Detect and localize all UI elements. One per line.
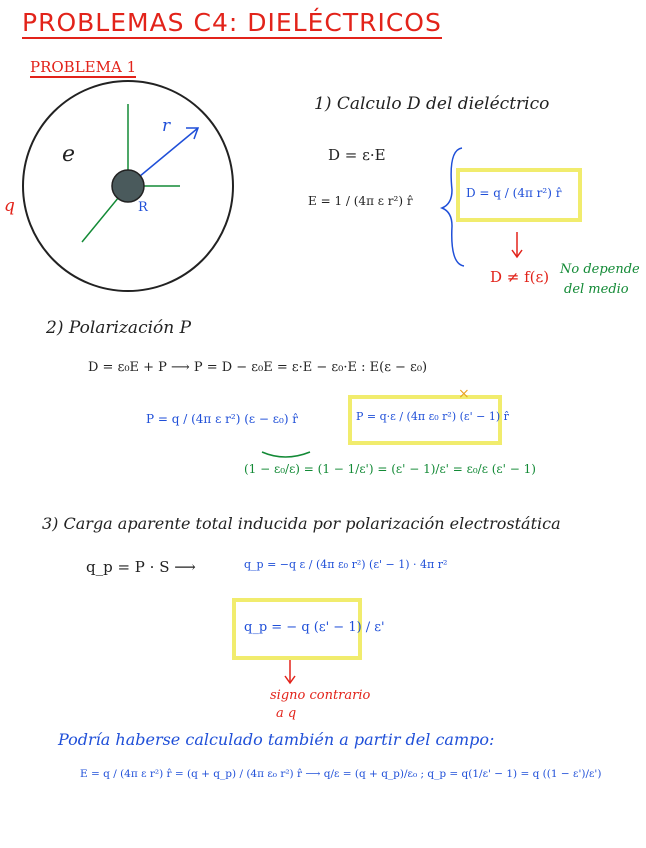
boxed-P: P = q·ε / (4π ε₀ r²) (ε' − 1) r̂ bbox=[356, 410, 509, 423]
eq-line1 bbox=[88, 360, 427, 375]
section3-heading: 3) Carga aparente total inducida por polarización electrostática bbox=[42, 514, 561, 533]
note-no-depende: No depende bbox=[560, 262, 640, 277]
q-label: q bbox=[4, 196, 15, 216]
eq-qp2: q_p = −q ε / (4π ε₀ r²) (ε' − 1) · 4π r² bbox=[244, 558, 448, 571]
eq-P: P = q / (4π ε r²) (ε − ε₀) r̂ bbox=[146, 412, 299, 426]
R-label: R bbox=[138, 200, 148, 215]
footer-eq: E = q / (4π ε r²) r̂ = (q + q_p) / (4π ε₀ r²) r̂ ⟶ q/ε = (q + q_p)/ε₀ ; q_p = q(1/ε' − 1) = q ((1 − ε')/ε') bbox=[80, 768, 602, 780]
footer-sentence: Podría haberse calculado también a partir del campo: bbox=[58, 730, 495, 749]
section1-heading: 1) Calculo D del dieléctrico bbox=[314, 94, 550, 114]
problem-label-text: PROBLEMA 1 bbox=[30, 58, 137, 76]
eq-E: E = 1 / (4π ε r²) r̂ bbox=[308, 194, 413, 208]
eq-D: D = ε·E bbox=[328, 146, 386, 164]
boxed-qp: q_p = − q (ε' − 1) / ε' bbox=[244, 620, 385, 635]
boxed-D: D = q / (4π r²) r̂ bbox=[466, 186, 562, 200]
core-sphere bbox=[112, 170, 144, 202]
eq-substitution: (1 − ε₀/ε) = (1 − 1/ε') = (ε' − 1)/ε' = ε₀/ε (ε' − 1) bbox=[244, 462, 536, 476]
epsilon-label: e bbox=[62, 142, 76, 167]
consequence: D ≠ f(ε) bbox=[490, 268, 550, 286]
page-title-text: PROBLEMAS C4: DIELÉCTRICOS bbox=[22, 8, 442, 37]
note-del-medio: del medio bbox=[564, 282, 629, 297]
note-a-q: a q bbox=[276, 706, 297, 721]
note-signo: signo contrario bbox=[270, 688, 371, 703]
eq-line1-text: D = ε₀E + P ⟶ P = D − ε₀E = ε·E − ε₀·E : E(ε − ε₀) bbox=[88, 360, 428, 375]
r-label: r bbox=[162, 116, 171, 136]
section2-heading: 2) Polarización P bbox=[46, 318, 192, 338]
underbrace bbox=[262, 452, 310, 457]
eq-qp: q_p = P · S ⟶ bbox=[86, 558, 196, 576]
brace bbox=[442, 148, 464, 266]
cross-mark: × bbox=[458, 386, 470, 402]
